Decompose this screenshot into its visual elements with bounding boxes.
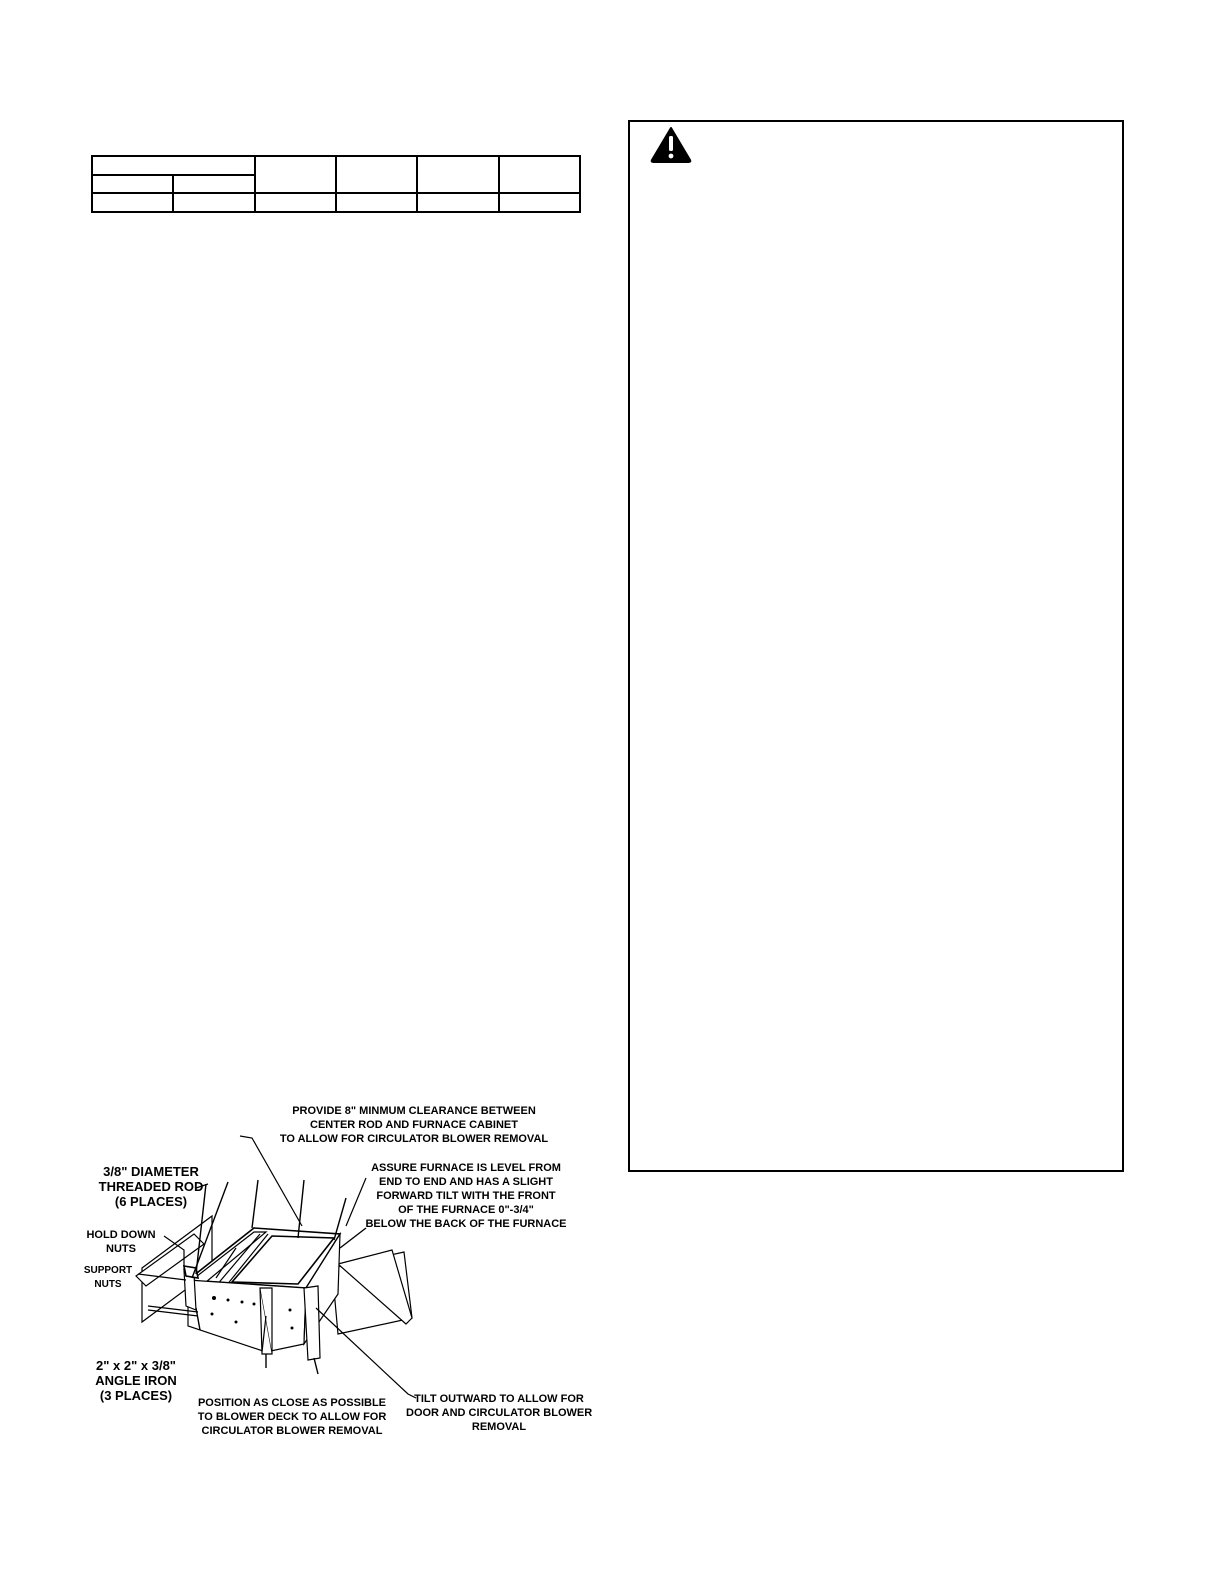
clearance-line-2: CENTER ROD AND FURNACE CABINET	[310, 1119, 518, 1131]
hold-down-line-2: NUTS	[106, 1243, 136, 1255]
spec-table	[91, 155, 581, 213]
table-cell	[173, 193, 254, 212]
clearance-line-3: TO ALLOW FOR CIRCULATOR BLOWER REMOVAL	[279, 1133, 549, 1145]
hold-down-line-1: HOLD DOWN	[86, 1229, 156, 1241]
table-cell	[92, 156, 255, 175]
position-label	[184, 1396, 400, 1438]
tilt-label	[406, 1392, 592, 1434]
table-cell	[417, 193, 498, 212]
warning-triangle-icon	[650, 126, 692, 164]
support-line-2: NUTS	[94, 1279, 122, 1290]
level-line-1: ASSURE FURNACE IS LEVEL FROM	[371, 1162, 561, 1174]
threaded-rod-line-2: THREADED ROD	[98, 1179, 204, 1194]
position-line-1: POSITION AS CLOSE AS POSSIBLE	[197, 1397, 387, 1409]
level-line-4: OF THE FURNACE 0"-3/4"	[398, 1204, 534, 1216]
hold-down-nuts-label	[76, 1228, 166, 1256]
table-cell	[92, 193, 173, 212]
support-nuts-label	[76, 1264, 140, 1292]
spec-table-container	[91, 155, 581, 213]
level-line-2: END TO END AND HAS A SLIGHT	[379, 1176, 553, 1188]
position-line-2: TO BLOWER DECK TO ALLOW FOR	[197, 1411, 387, 1423]
table-row	[92, 156, 580, 175]
table-cell	[173, 175, 254, 194]
clearance-label	[264, 1104, 564, 1146]
level-line-3: FORWARD TILT WITH THE FRONT	[376, 1190, 556, 1202]
table-cell	[417, 156, 498, 193]
angle-iron-label	[80, 1358, 192, 1403]
level-label	[356, 1161, 576, 1231]
threaded-rod-line-1: 3/8" DIAMETER	[103, 1164, 199, 1179]
furnace-suspension-figure	[76, 1098, 592, 1444]
warning-box	[628, 120, 1124, 1172]
threaded-rod-label	[86, 1164, 216, 1209]
table-cell	[92, 175, 173, 194]
tilt-line-2: DOOR AND CIRCULATOR BLOWER	[406, 1407, 593, 1419]
table-row	[92, 193, 580, 212]
level-line-5: BELOW THE BACK OF THE FURNACE	[365, 1218, 567, 1230]
table-cell	[499, 156, 580, 193]
table-cell	[255, 156, 336, 193]
table-cell	[336, 193, 417, 212]
angle-iron-line-3: (3 PLACES)	[99, 1388, 173, 1403]
support-line-1: SUPPORT	[83, 1265, 133, 1276]
tilt-line-1: TILT OUTWARD TO ALLOW FOR	[414, 1393, 584, 1405]
angle-iron-line-2: ANGLE IRON	[95, 1373, 177, 1388]
table-cell	[255, 193, 336, 212]
clearance-line-1: PROVIDE 8" MINMUM CLEARANCE BETWEEN	[292, 1105, 536, 1117]
tilt-line-3: REMOVAL	[471, 1421, 527, 1433]
table-cell	[336, 156, 417, 193]
table-cell	[499, 193, 580, 212]
angle-iron-line-1: 2" x 2" x 3/8"	[96, 1358, 176, 1373]
position-line-3: CIRCULATOR BLOWER REMOVAL	[201, 1425, 383, 1437]
threaded-rod-line-3: (6 PLACES)	[114, 1194, 188, 1209]
